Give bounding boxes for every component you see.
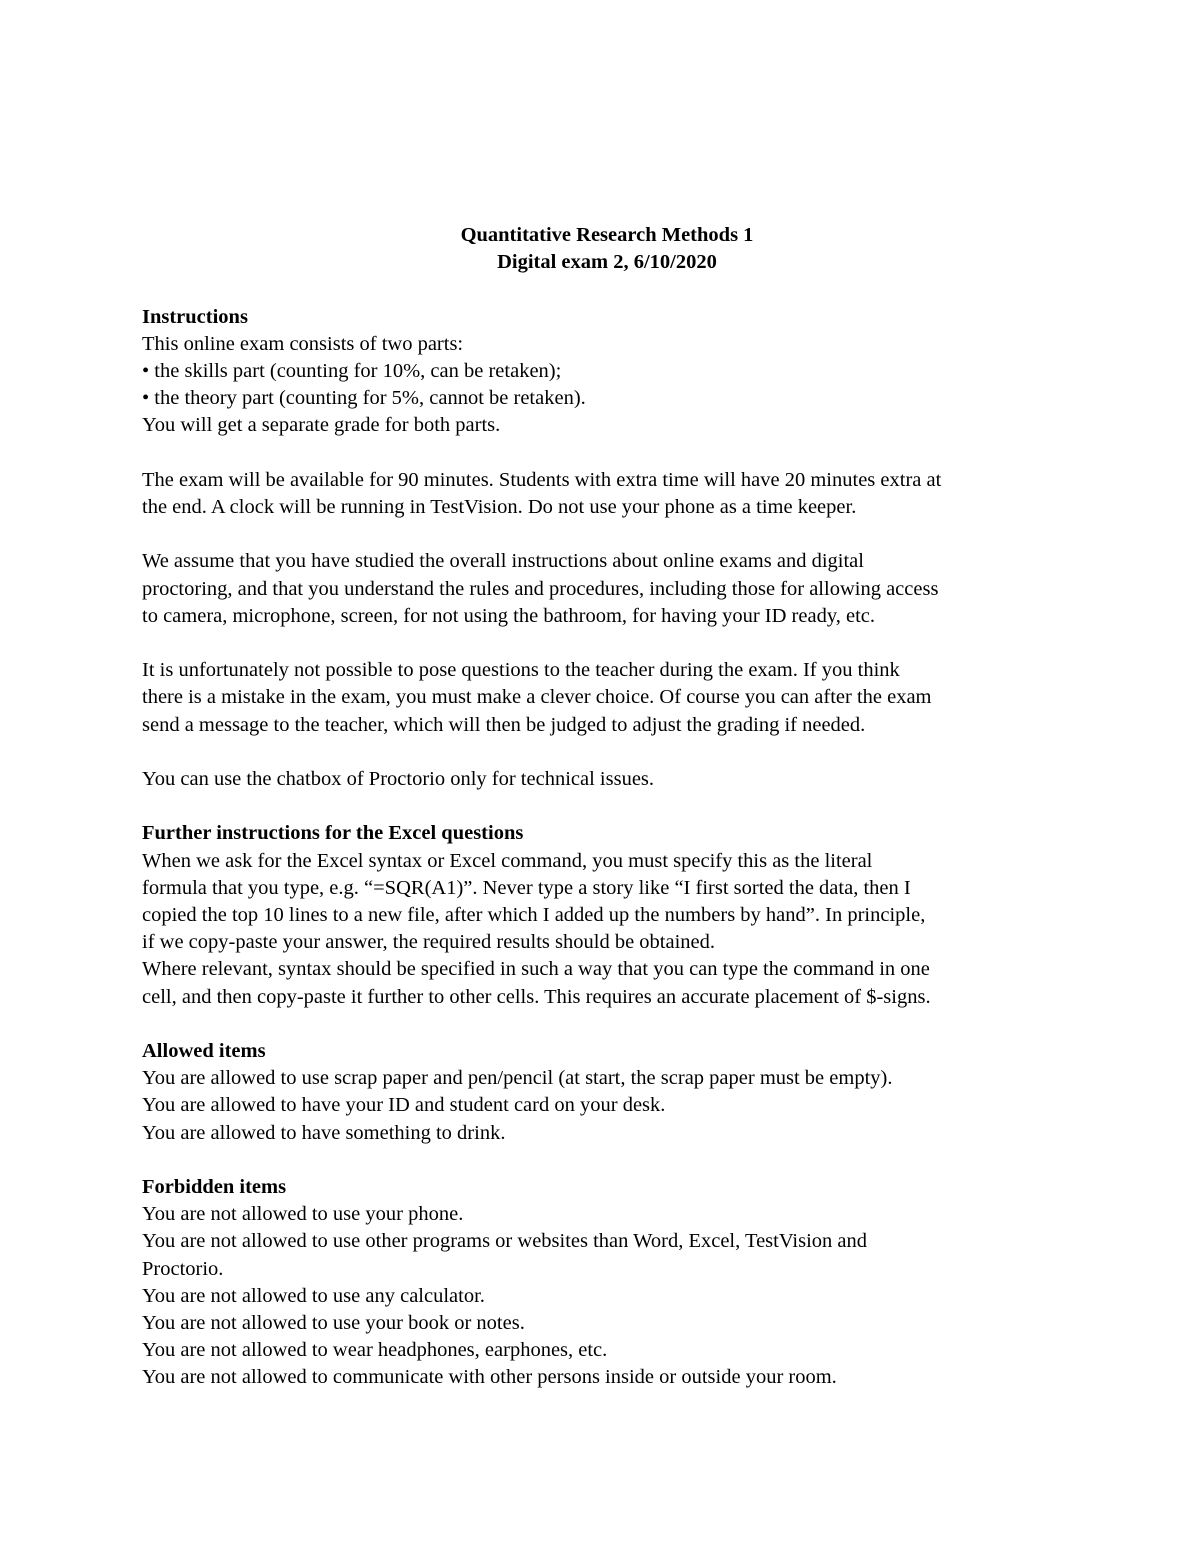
excel-section	[142, 820, 1072, 1010]
excel-line: if we copy-paste your answer, the required results should be obtained.	[142, 931, 716, 954]
paragraph-line: proctoring, and that you understand the rules and procedures, including those for allowing access	[142, 577, 939, 600]
forbidden-section	[142, 1174, 1072, 1392]
forbidden-item: You are not allowed to wear headphones, earphones, etc.	[142, 1339, 608, 1362]
instructions-line: This online exam consists of two parts:	[142, 332, 464, 355]
paragraph-line: It is unfortunately not possible to pose questions to the teacher during the exam. If you think	[142, 659, 900, 682]
excel-line: Where relevant, syntax should be specified in such a way that you can type the command in one	[142, 958, 930, 981]
document-content	[142, 222, 1072, 1392]
forbidden-item: You are not allowed to use any calculator.	[142, 1284, 485, 1307]
paragraph-line: You can use the chatbox of Proctorio only for technical issues.	[142, 767, 655, 790]
title-block	[142, 222, 1072, 276]
instructions-heading: Instructions	[142, 305, 248, 328]
forbidden-item: Proctorio.	[142, 1257, 224, 1280]
paragraph-line: We assume that you have studied the overall instructions about online exams and digital	[142, 550, 864, 573]
instructions-bullet-skills: • the skills part (counting for 10%, can be retaken);	[142, 360, 562, 382]
instructions-bullet-theory: • the theory part (counting for 5%, cannot be retaken).	[142, 387, 586, 410]
excel-line: copied the top 10 lines to a new file, after which I added up the numbers by hand”. In principle,	[142, 903, 926, 926]
paragraph-line: there is a mistake in the exam, you must make a clever choice. Of course you can after the exam	[142, 686, 932, 709]
instructions-section	[142, 304, 1072, 440]
allowed-heading: Allowed items	[142, 1039, 266, 1062]
forbidden-item: You are not allowed to communicate with other persons inside or outside your room.	[142, 1366, 837, 1389]
excel-line: When we ask for the Excel syntax or Excel command, you must specify this as the literal	[142, 849, 873, 872]
chatbox-paragraph	[142, 766, 1072, 793]
document-subtitle: Digital exam 2, 6/10/2020	[497, 251, 717, 274]
instructions-line: You will get a separate grade for both parts.	[142, 414, 501, 437]
paragraph-line: the end. A clock will be running in TestVision. Do not use your phone as a time keeper.	[142, 496, 857, 518]
allowed-item: You are allowed to use scrap paper and pen/pencil (at start, the scrap paper must be empty).	[142, 1067, 893, 1090]
allowed-item: You are allowed to have something to drink.	[142, 1121, 506, 1144]
allowed-section	[142, 1038, 1072, 1147]
forbidden-item: You are not allowed to use your book or notes.	[142, 1312, 525, 1334]
excel-heading: Further instructions for the Excel questions	[142, 822, 524, 845]
questions-paragraph	[142, 657, 1072, 739]
excel-line: formula that you type, e.g. “=SQR(A1)”. Never type a story like “I first sorted the data, then I	[142, 876, 911, 899]
forbidden-item: You are not allowed to use other programs or websites than Word, Excel, TestVision and	[142, 1230, 868, 1253]
time-paragraph	[142, 467, 1072, 521]
rules-paragraph	[142, 548, 1072, 630]
allowed-item: You are allowed to have your ID and student card on your desk.	[142, 1094, 666, 1117]
document-title: Quantitative Research Methods 1	[460, 224, 754, 246]
paragraph-line: send a message to the teacher, which will then be judged to adjust the grading if needed.	[142, 713, 866, 736]
paragraph-line: to camera, microphone, screen, for not using the bathroom, for having your ID ready, etc.	[142, 604, 876, 627]
excel-line: cell, and then copy-paste it further to other cells. This requires an accurate placement of $-signs.	[142, 985, 931, 1008]
paragraph-line: The exam will be available for 90 minutes. Students with extra time will have 20 minutes extra at	[142, 468, 942, 491]
forbidden-heading: Forbidden items	[142, 1175, 287, 1198]
forbidden-item: You are not allowed to use your phone.	[142, 1203, 464, 1226]
